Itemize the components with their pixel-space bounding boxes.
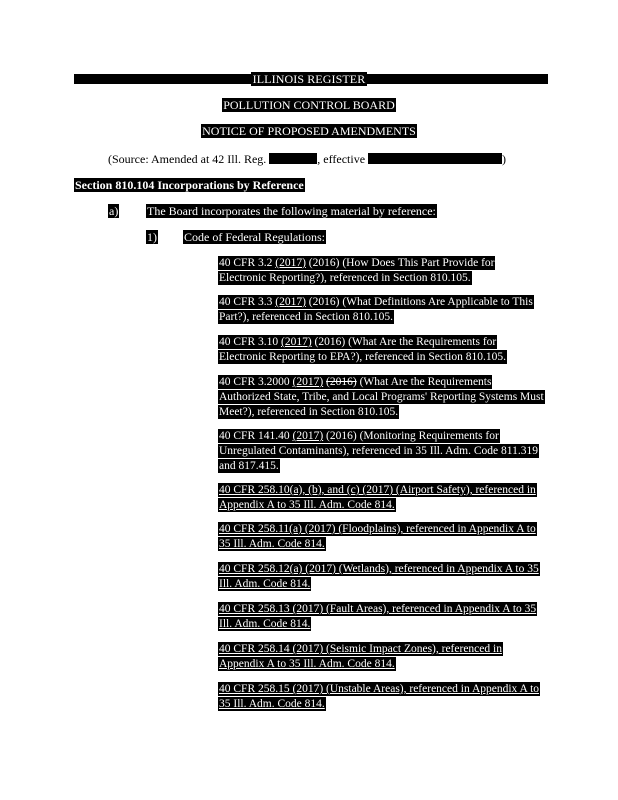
cfr-new-year: (2017) bbox=[292, 430, 324, 442]
cfr-old-year: (2016) bbox=[326, 376, 357, 388]
cfr-text: (2016) (How Does This Part Provide for Electronic Reporting?), referenced in Section 810.105. bbox=[219, 257, 495, 284]
cfr-cite: 40 CFR 3.3 bbox=[219, 296, 276, 308]
cfr-entry bbox=[218, 602, 544, 632]
cfr-entry bbox=[218, 375, 544, 420]
cfr-text: 40 CFR 258.13 (2017) (Fault Areas), referenced in Appendix A to 35 Ill. Adm. Code 814. bbox=[219, 603, 537, 630]
section-heading: Section 810.104 Incorporations by Reference bbox=[75, 178, 304, 192]
cfr-text: 40 CFR 258.14 (2017) (Seismic Impact Zones), referenced in Appendix A to 35 Ill. Adm. Code 814. bbox=[219, 643, 502, 670]
cfr-entry bbox=[218, 256, 544, 286]
source-suffix: ) bbox=[502, 152, 507, 166]
board-title: POLLUTION CONTROL BOARD bbox=[223, 98, 395, 112]
cfr-cite: 40 CFR 3.2000 bbox=[219, 376, 293, 388]
cfr-entry bbox=[218, 429, 544, 474]
cfr-text: 40 CFR 258.11(a) (2017) (Floodplains), referenced in Appendix A to 35 Ill. Adm. Code 814. bbox=[219, 523, 536, 550]
cfr-text: (2016) (Monitoring Requirements for Unregulated Contaminants), referenced in 35 Ill. Adm. Code 811.319 and 817.415. bbox=[219, 430, 538, 472]
cfr-text: 40 CFR 258.10(a), (b), and (c) (2017) (Airport Safety), referenced in Appendix A to 35 Ill. Adm. Code 814. bbox=[219, 484, 536, 511]
cfr-cite: 40 CFR 141.40 bbox=[219, 430, 293, 442]
cfr-text: 40 CFR 258.15 (2017) (Unstable Areas), referenced in Appendix A to 35 Ill. Adm. Code 814. bbox=[219, 683, 540, 710]
cfr-entry bbox=[218, 562, 544, 592]
source-prefix: (Source: Amended at 42 Ill. Reg. bbox=[108, 152, 270, 166]
item-1-text: Code of Federal Regulations: bbox=[184, 230, 325, 244]
source-reg-blank bbox=[269, 153, 317, 164]
cfr-text: (2016) (What Definitions Are Applicable to This Part?), referenced in Section 810.105. bbox=[219, 296, 533, 323]
cfr-text: (What Are the Requirements Authorized State, Tribe, and Local Programs' Reporting Systems Must Meet?), referenced in Section 810.105. bbox=[219, 376, 544, 418]
register-title: ILLINOIS REGISTER bbox=[252, 72, 366, 86]
cfr-entry bbox=[218, 522, 544, 552]
source-middle: , effective bbox=[317, 152, 369, 166]
cfr-text: 40 CFR 258.12(a) (2017) (Wetlands), referenced in Appendix A to 35 Ill. Adm. Code 814. bbox=[219, 563, 539, 590]
cfr-cite: 40 CFR 3.10 bbox=[219, 336, 281, 348]
item-a-text: The Board incorporates the following material by reference: bbox=[147, 204, 436, 218]
cfr-text: (2016) (What Are the Requirements for Electronic Reporting to EPA?), referenced in Section 810.105. bbox=[219, 336, 506, 363]
source-line bbox=[108, 152, 506, 166]
item-a-marker: a) bbox=[109, 204, 119, 218]
cfr-entry bbox=[218, 295, 544, 325]
source-effective-blank bbox=[368, 153, 502, 164]
cfr-entry bbox=[218, 335, 544, 365]
cfr-new-year: (2017) bbox=[275, 296, 306, 308]
cfr-entry bbox=[218, 642, 544, 672]
cfr-entry bbox=[218, 682, 544, 712]
cfr-new-year: (2017) bbox=[275, 257, 306, 269]
cfr-entry bbox=[218, 483, 544, 513]
cfr-new-year: (2017) bbox=[292, 376, 324, 388]
item-1-marker: 1) bbox=[147, 230, 157, 244]
cfr-cite: 40 CFR 3.2 bbox=[219, 257, 276, 269]
notice-title: NOTICE OF PROPOSED AMENDMENTS bbox=[202, 124, 416, 138]
cfr-new-year: (2017) bbox=[281, 336, 312, 348]
